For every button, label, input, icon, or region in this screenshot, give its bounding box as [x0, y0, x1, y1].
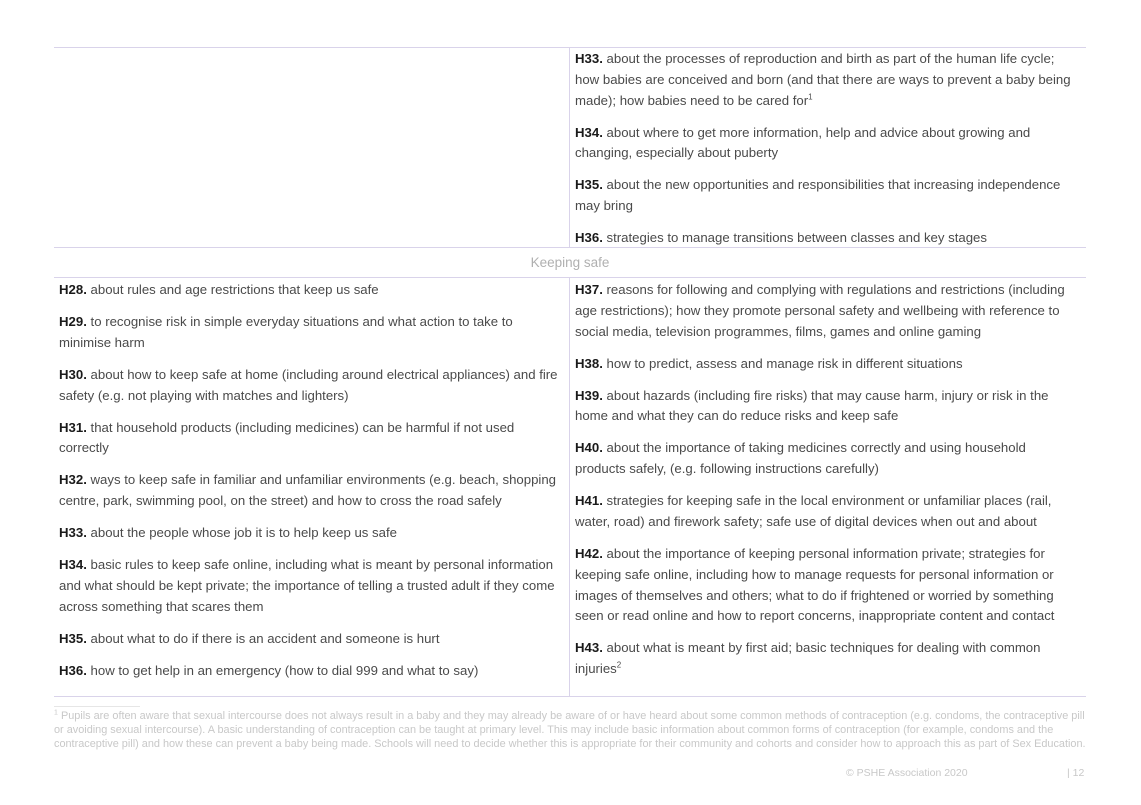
list-item — [575, 280, 1075, 342]
list-item — [575, 354, 1075, 375]
list-item — [59, 523, 564, 544]
list-item — [575, 386, 1075, 428]
keeping-safe-right-column — [575, 280, 1075, 680]
list-item — [575, 638, 1075, 680]
list-item — [575, 175, 1075, 217]
objective-text: that household products (including medicines) can be harmful if not used correctly — [59, 419, 515, 456]
list-item — [575, 491, 1075, 533]
objective-code: H36. — [575, 230, 603, 246]
list-item — [59, 555, 564, 617]
objective-code: H34. — [59, 557, 87, 573]
footnote-rule — [54, 706, 140, 707]
objective-code: H33. — [575, 51, 603, 66]
objective-text: about the people whose job it is to help keep us safe — [90, 525, 397, 541]
objective-code: H35. — [59, 630, 87, 646]
objective-code: H29. — [59, 313, 87, 329]
section-title: Keeping safe — [530, 255, 610, 270]
objective-code: H40. — [575, 440, 603, 456]
objective-text: about the new opportunities and responsibilities that increasing independence may bring — [575, 177, 1061, 214]
list-item — [59, 470, 564, 512]
objective-text: about hazards (including fire risks) that may cause harm, injury or risk in the home and what they can do reduce risks and keep safe — [575, 387, 1049, 424]
objective-code: H37. — [575, 282, 603, 297]
footnote — [54, 710, 1086, 752]
objective-code: H41. — [575, 493, 603, 509]
list-item — [59, 280, 564, 301]
objective-code: H35. — [575, 177, 603, 193]
objective-text: strategies to manage transitions between classes and key stages — [606, 230, 987, 246]
objective-text: about the processes of reproduction and birth as part of the human life cycle; how babies are conceived and born (and that there are ways to prevent a baby being made); how babies need to be cared for — [575, 51, 1071, 108]
objective-text: about rules and age restrictions that keep us safe — [90, 282, 379, 297]
objective-text: to recognise risk in simple everyday situations and what action to take to minimise harm — [59, 313, 513, 350]
objective-text: about what is meant by first aid; basic techniques for dealing with common injuries — [575, 640, 1041, 677]
objective-text: about how to keep safe at home (including around electrical appliances) and fire safety (e.g. not playing with matches and lighters) — [59, 366, 558, 403]
copyright-notice: © PSHE Association 2020 — [846, 767, 968, 779]
top-right-column — [575, 49, 1075, 249]
objective-code: H30. — [59, 366, 87, 382]
list-item — [575, 544, 1075, 627]
list-item — [59, 418, 564, 460]
list-item — [59, 365, 564, 407]
objective-text: ways to keep safe in familiar and unfamiliar environments (e.g. beach, shopping centre, park, swimming pool, on the street) and how to cross the road safely — [59, 472, 557, 509]
objective-text: about the importance of keeping personal information private; strategies for keeping safe online, including how to manage requests for personal information or images of themselves and others; what to do if frightened or worried by something seen or read online and how to report concerns, inappropriate content and contact — [575, 545, 1055, 624]
objective-code: H39. — [575, 387, 603, 403]
section-rule-bottom — [54, 277, 1086, 278]
objective-code: H36. — [59, 662, 87, 678]
page-number: | 12 — [1067, 767, 1085, 779]
objective-code: H33. — [59, 525, 87, 541]
objective-text: reasons for following and complying with regulations and restrictions (including age restrictions); how they promote personal safety and wellbeing with reference to social media, television programmes, films, games and online gaming — [575, 282, 1065, 339]
footnote-marker: 1 — [54, 709, 58, 717]
list-item — [59, 312, 564, 354]
footnote-ref: 2 — [616, 660, 622, 670]
list-item — [59, 661, 564, 682]
objective-code: H28. — [59, 282, 87, 297]
objective-code: H31. — [59, 419, 87, 435]
objective-text: about where to get more information, help and advice about growing and changing, especially about puberty — [575, 124, 1031, 161]
footnote-ref: 1 — [808, 92, 813, 102]
footnote-text: Pupils are often aware that sexual intercourse does not always result in a baby and they may already be aware of or have heard about some common methods of contraception (e.g. condoms, the contraceptive pill or avoiding sexual intercourse). A basic understanding of contraception can be taught at primary level. This may include basic information about common forms of contraception (for example, condoms and the contraceptive pill) and how these can prevent a baby being made. Schools will need to decide whether this is appropriate for their community and cohorts and consider how to approach this as part of Sex Education. — [54, 710, 1086, 750]
objective-code: H38. — [575, 355, 603, 371]
table-top-rule — [54, 47, 1086, 48]
list-item — [575, 123, 1075, 165]
list-item — [575, 438, 1075, 480]
objective-text: how to predict, assess and manage risk in different situations — [606, 355, 963, 371]
objective-code: H42. — [575, 545, 603, 561]
objective-text: strategies for keeping safe in the local environment or unfamiliar places (rail, water, road) and firework safety; safe use of digital devices when out and about — [575, 493, 1052, 529]
column-divider-bottom — [569, 277, 570, 697]
table-bottom-rule — [54, 696, 1086, 697]
objective-text: basic rules to keep safe online, including what is meant by personal information and what should be kept private; the importance of telling a trusted adult if they come across something that scares them — [59, 557, 555, 614]
objective-code: H43. — [575, 640, 603, 656]
objective-text: about the importance of taking medicines correctly and using household products safely, (e.g. following instructions carefully) — [575, 440, 1026, 477]
objective-code: H32. — [59, 472, 87, 488]
objective-code: H34. — [575, 124, 603, 140]
column-divider-top — [569, 47, 570, 248]
objective-text: about what to do if there is an accident and someone is hurt — [90, 630, 440, 646]
list-item — [575, 228, 1075, 249]
list-item — [59, 629, 564, 650]
objective-text: how to get help in an emergency (how to dial 999 and what to say) — [90, 662, 479, 678]
keeping-safe-left-column — [59, 280, 564, 681]
list-item — [575, 49, 1075, 111]
